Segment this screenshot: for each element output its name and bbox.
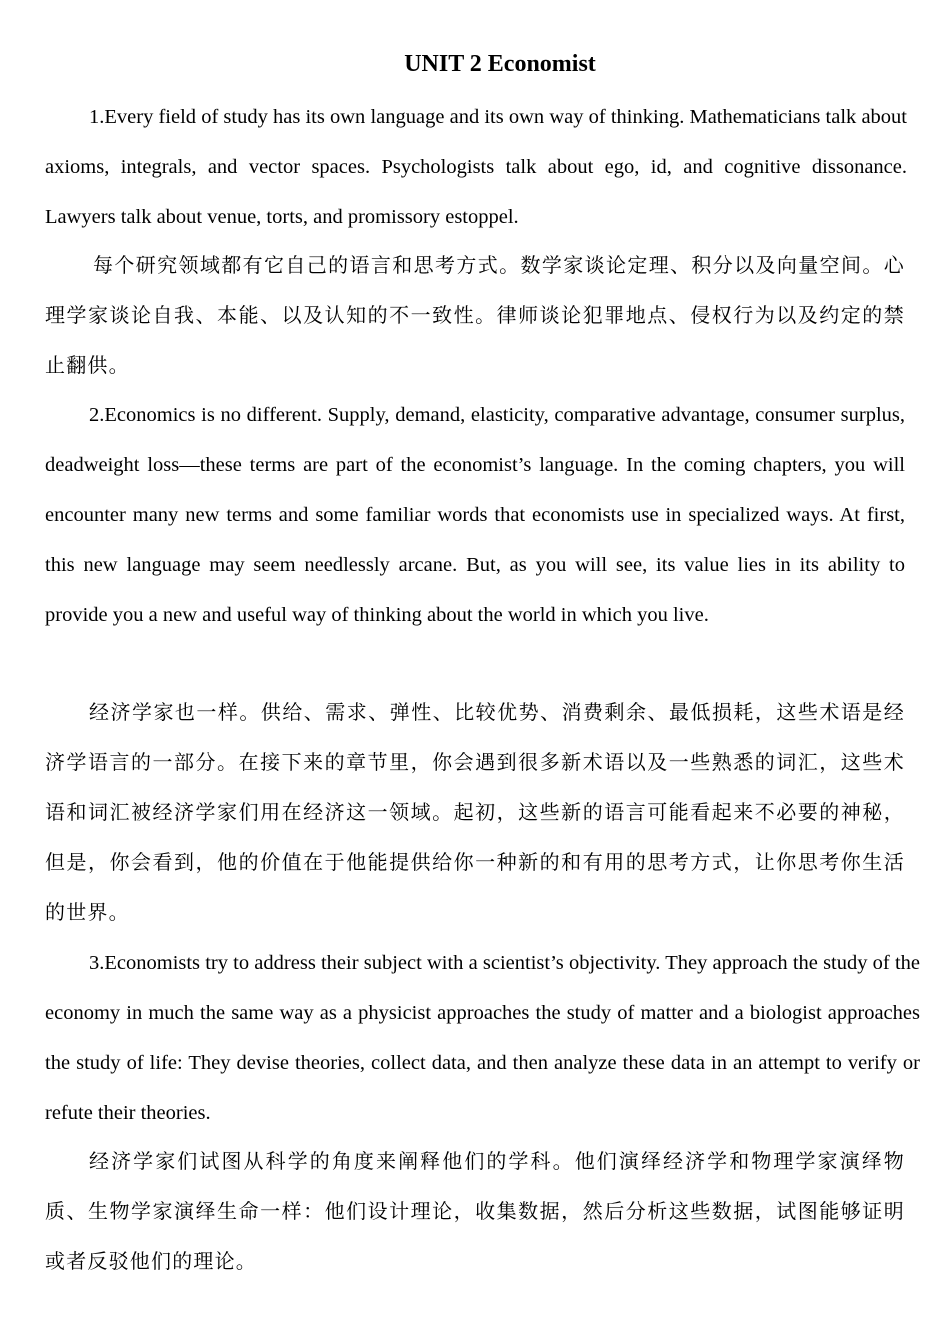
paragraph-2-english: 2.Economics is no different. Supply, demand, elasticity, comparative advantage, consumer surplus, deadweight loss—these terms are part of the economist’s language. In the coming chapters, you will encounter many new terms and some familiar words that economists use in specialized ways. At first, this new language may seem needlessly arcane. But, as you will see, its value lies in its ability to provide you a new and useful way of thinking about the world in which you live.: [45, 404, 905, 626]
paragraph-2-chinese: 经济学家也一样。供给、需求、弹性、比较优势、消费剩余、最低损耗，这些术语是经济学语言的一部分。在接下来的章节里，你会遇到很多新术语以及一些熟悉的词汇，这些术语和词汇被经济学家们用在经济这一领域。起初，这些新的语言可能看起来不必要的神秘，但是，你会看到，他的价值在于他能提供给你一种新的和有用的思考方式，让你思考你生活的世界。: [45, 702, 905, 924]
paragraph-1-chinese: 每个研究领域都有它自己的语言和思考方式。数学家谈论定理、积分以及向量空间。心理学家谈论自我、本能、以及认知的不一致性。律师谈论犯罪地点、侵权行为以及约定的禁止翻供。: [45, 255, 905, 377]
page-title: UNIT 2 Economist: [404, 51, 596, 77]
paragraph-3-english: 3.Economists try to address their subject with a scientist’s objectivity. They approach the study of the economy in much the same way as a physicist approaches the study of matter and a biologist approaches the study of life: They devise theories, collect data, and then analyze these data in an attempt to verify or refute their theories.: [45, 952, 920, 1124]
paragraph-3-chinese: 经济学家们试图从科学的角度来阐释他们的学科。他们演绎经济学和物理学家演绎物质、生物学家演绎生命一样：他们设计理论，收集数据，然后分析这些数据，试图能够证明或者反驳他们的理论。: [45, 1151, 905, 1273]
paragraph-1-english: 1.Every field of study has its own language and its own way of thinking. Mathematicians talk about axioms, integrals, and vector spaces. Psychologists talk about ego, id, and cognitive dissonance. Lawyers talk about venue, torts, and promissory estoppel.: [45, 106, 907, 228]
